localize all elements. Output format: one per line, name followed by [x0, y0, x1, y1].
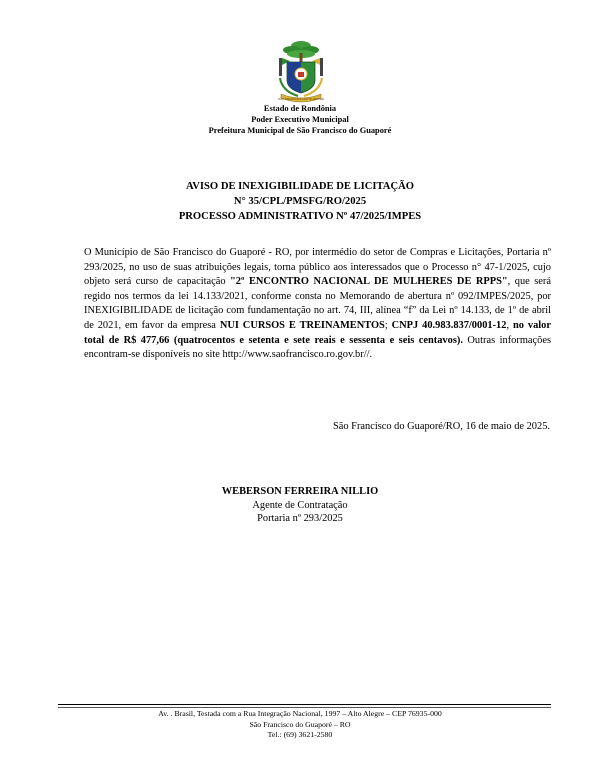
letterhead	[0, 103, 600, 136]
executive-branch: Poder Executivo Municipal	[251, 115, 349, 124]
municipality-name: Prefeitura Municipal de São Francisco do Guaporé	[208, 126, 392, 135]
comma-text: ,	[506, 319, 513, 331]
signatory-name: WEBERSON FERREIRA NILLIO	[221, 486, 379, 497]
process-number: PROCESSO ADMINISTRATIVO Nº 47/2025/IMPES	[178, 210, 422, 222]
company-name: NUI CURSOS E TREINAMENTOS	[219, 319, 385, 331]
footer-phone: Tel.: (69) 3621-2580	[267, 730, 333, 739]
body-intro: O Município de São Francisco do Guaporé - RO, por intermédio do setor de Compras e Licitações, Portaria nº 293/2025, no uso de suas atribuições legais, torna público aos interessados que o Processo n° 47-1/2025, cujo objeto será curso de capacitação	[84, 247, 551, 288]
total-value: no valor total de R$ 477,66 (quatrocentos e setenta e sete reais e sessenta e seis centavos).	[84, 319, 551, 346]
body-closing: Outras informações encontram-se disponíveis no site http://www.saofrancisco.ro.gov.br//.	[84, 334, 551, 361]
municipal-coat-of-arms	[270, 36, 332, 104]
signatory-portaria: Portaria nº 293/2025	[257, 513, 343, 524]
notice-body	[84, 246, 551, 363]
signatory-role: Agente de Contratação	[252, 499, 348, 511]
signature-block	[180, 485, 420, 526]
footer-city: São Francisco do Guaporé – RO	[249, 719, 351, 729]
company-cnpj: CNPJ 40.983.837/0001-12	[391, 319, 507, 331]
footer-address: Av. . Brasil, Testada com a Rua Integração Nacional, 1997 – Alto Alegre – CEP 76935-000	[158, 709, 442, 718]
crest-banner-text: SÃO FRANCISCO DO GUAPORÉ	[277, 97, 325, 101]
footer-divider-thin	[58, 707, 551, 708]
body-middle: , que será regido nos termos da lei 14.133/2021, conforme consta no Memorando de abertura nº 092/IMPES/2025, por INEXIGIBILIDADE de licitação com fundamentação no art. 74, III, alínea “f” da Lei nº 14.133, de 1º de abril de 2021, em favor da empresa	[84, 276, 551, 331]
notice-title	[0, 180, 600, 224]
tree-icon	[283, 41, 319, 63]
footer-divider	[58, 704, 551, 705]
place-and-date: São Francisco do Guaporé/RO, 16 de maio de 2025.	[332, 421, 550, 432]
notice-number: N° 35/CPL/PMSFG/RO/2025	[233, 195, 367, 207]
notice-heading: AVISO DE INEXIGIBILIDADE DE LICITAÇÃO	[185, 181, 415, 192]
event-name: "2º ENCONTRO NACIONAL DE MULHERES DE RPPS"	[230, 276, 508, 288]
state-name: Estado de Rondônia	[263, 104, 337, 113]
shield-icon	[287, 62, 315, 93]
separator-text: ;	[384, 319, 392, 331]
footer	[0, 709, 600, 741]
